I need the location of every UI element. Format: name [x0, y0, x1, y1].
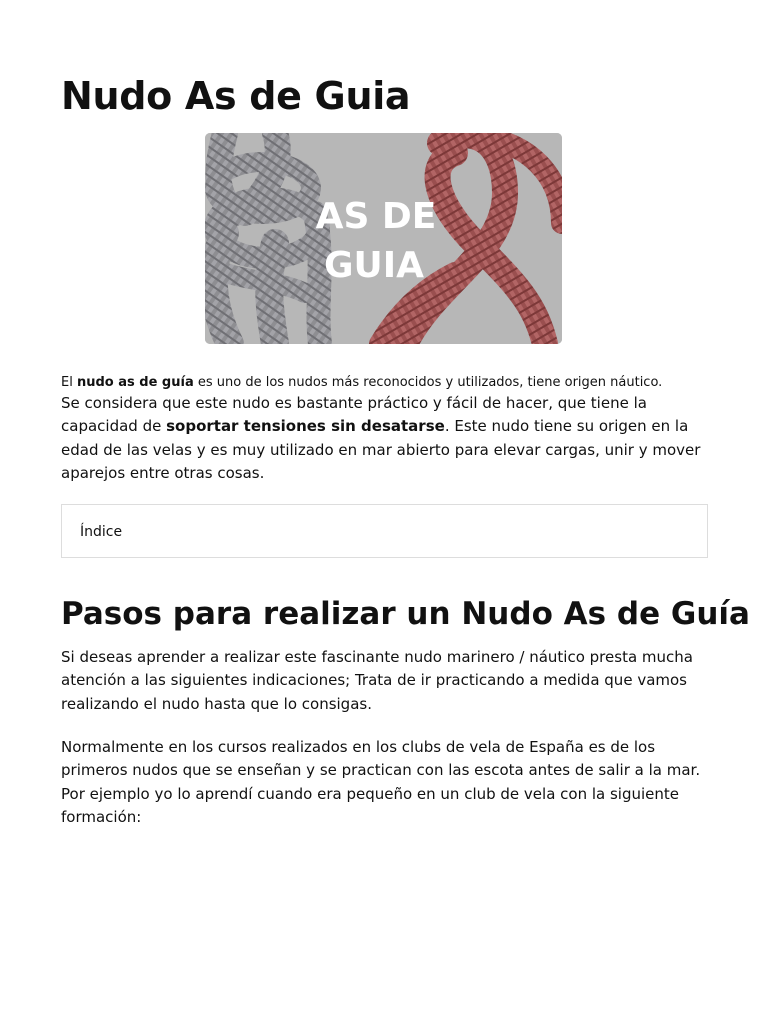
- hero-overlay-line2: GUIA: [323, 245, 425, 286]
- intro-bold-term: nudo as de guía: [76, 375, 194, 390]
- intro-prefix: El: [61, 375, 77, 390]
- paragraph-si-deseas: Si deseas aprender a realizar este fascinante nudo marinero / náutico presta mucha atención a las siguientes indicaciones; Trata de ir practicando a medida que vamos realizando el nudo hasta que lo consigas.: [61, 648, 693, 713]
- paragraph-considera-part1: Se considera que este nudo es bastante práctico y fácil de hacer, que tiene la capacidad de: [61, 394, 647, 436]
- hero-image: [205, 133, 562, 344]
- intro-suffix: es uno de los nudos más reconocidos y utilizados, tiene origen náutico.: [193, 375, 663, 390]
- table-of-contents[interactable]: [61, 504, 708, 558]
- paragraph-considera: [61, 392, 708, 485]
- rope-knot-illustration: [205, 133, 562, 344]
- hero-overlay-line1: AS DE: [315, 196, 437, 237]
- paragraph-considera-bold: soportar tensiones sin desatarse: [166, 417, 445, 436]
- intro-sentence: [61, 373, 708, 392]
- page-title: Nudo As de Guia: [61, 74, 411, 118]
- paragraph-normalmente: Normalmente en los cursos realizados en los clubs de vela de España es de los primeros nudos que se enseñan y se practican con las escota antes de salir a la mar. Por ejemplo yo lo aprendí cuando era pequeño en un club de vela con la siguiente formación:: [61, 738, 701, 826]
- paragraph-considera-part2: . Este nudo tiene su origen en la edad de las velas y es muy utilizado en mar abierto para elevar cargas, unir y mover aparejos entre otras cosas.: [61, 417, 701, 482]
- section-title: Pasos para realizar un Nudo As de Guía: [61, 596, 750, 632]
- toc-label[interactable]: Índice: [80, 524, 123, 540]
